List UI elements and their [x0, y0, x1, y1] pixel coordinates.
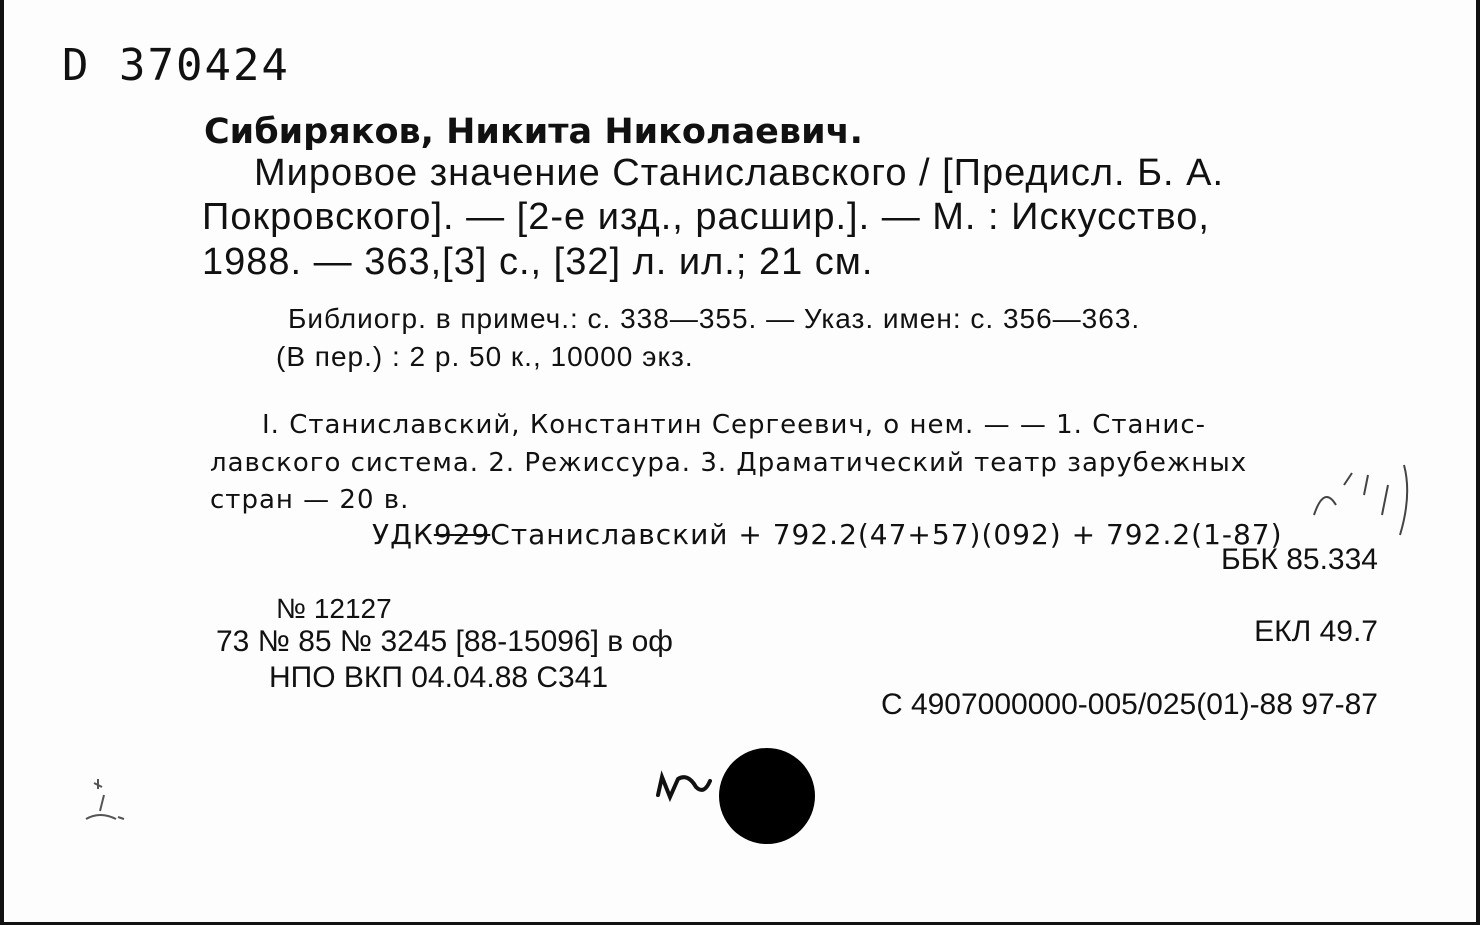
handwritten-mark-icon [654, 765, 714, 805]
ekl-code: ЕКЛ 49.7 [1254, 615, 1378, 648]
handwritten-annotation-icon [1304, 455, 1424, 545]
order-line: 73 № 85 № 3245 [88-15096] в оф [216, 625, 673, 658]
subject-line-3: стран — 20 в. [210, 485, 410, 515]
title-line-1: Мировое значение Станиславского / [Предисл. Б. А. [254, 152, 1225, 194]
price-note: (В пер.) : 2 р. 50 к., 10000 экз. [276, 341, 694, 372]
udc-prefix: УДК [372, 518, 434, 551]
npo-line: НПО ВКП 04.04.88 С341 [269, 661, 609, 694]
bbk-index: ББК 85.334 [1221, 543, 1378, 576]
title-line-2: Покровского]. — [2-е изд., расшир.]. — М. : Искусство, [202, 196, 1210, 238]
udc-index [372, 518, 1283, 551]
catalog-code: С 4907000000-005/025(01)-88 97-87 [880, 688, 1378, 721]
udc-rest: Станиславский + 792.2(47+57)(092) + 792.2(1-87) [490, 518, 1283, 551]
bibliography-note: Библиогр. в примеч.: с. 338—355. — Указ. имен: с. 356—363. [288, 303, 1141, 334]
stamp-mark-icon [74, 775, 144, 835]
subject-line-2: лавского система. 2. Режиссура. 3. Драматический театр зарубежных [210, 448, 1248, 478]
author-heading: Сибиряков, Никита Николаевич. [204, 112, 863, 152]
udc-struck-code: 929 [433, 518, 491, 551]
punch-hole [719, 748, 815, 844]
call-number: D 370424 [62, 40, 290, 91]
subject-line-1: I. Станиславский, Константин Сергеевич, о нем. — — 1. Станис- [262, 410, 1206, 440]
title-line-3: 1988. — 363,[3] с., [32] л. ил.; 21 см. [202, 241, 874, 283]
record-number: № 12127 [276, 593, 392, 624]
